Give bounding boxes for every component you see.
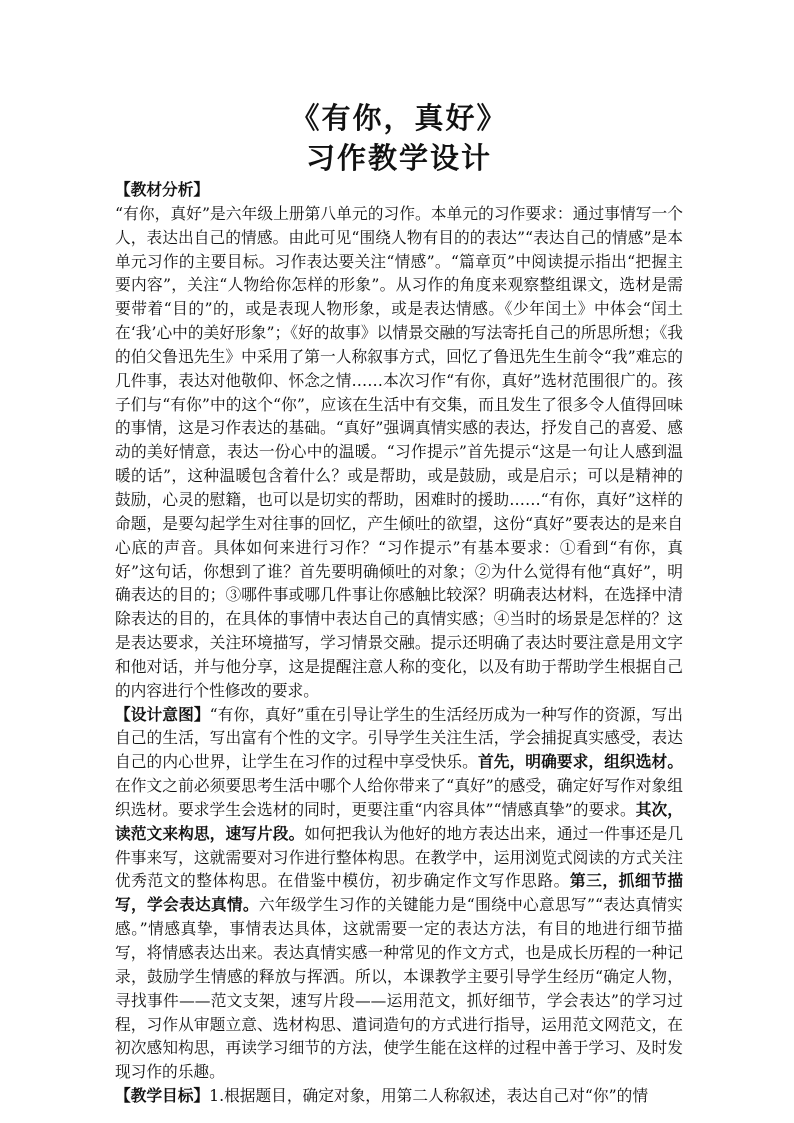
design-bold-2: 其次，读范文来构思，速写片段。 (115, 799, 683, 843)
design-bold-1: 首先，明确要求，组织选材。 (477, 752, 684, 772)
analysis-paragraph: “有你，真好”是六年级上册第八单元的习作。本单元的习作要求：通过事情写一个人，表达出自己的情感。由此可见“围绕人物有目的的表达”“表达自己的情感”是本单元习作的主要目标。习作表达要关注“情感”。“篇章页”中阅读提示指出“把握主要内容”，关注“人物给你怎样的形象”。从习作的角度来观察整组课文，选材是需要带着“目的”的，或是表现人物形象，或是表达情感。《少年闰土》中体会“闰土在‘我’心中的美好形象”；《好的故事》以情景交融的写法寄托自己的所思所想；《我的伯父鲁迅先生》中采用了第一人称叙事方式，回忆了鲁迅先生生前令“我”难忘的几件事，表达对他敬仰、怀念之情……本次习作“有你，真好”选材范围很广的。孩子们与“有你”中的这个“你”，应该在生活中有交集，而且发生了很多令人值得回味的事情，这是习作表达的基础。“真好”强调真情实感的表达，抒发自己的喜爱、感动的美好情意，表达一份心中的温暖。“习作提示”首先提示“这是一句让人感到温暖的话”，这种温暖包含着什么？或是帮助，或是鼓励，或是启示；可以是精神的鼓励，心灵的慰籍，也可以是切实的帮助，困难时的援助……“有你，真好”这样的命题，是要勾起学生对往事的回忆，产生倾吐的欲望，这份“真好”要表达的是来自心底的声音。具体如何来进行习作？“习作提示”有基本要求：①看到“有你，真好”这句话，你想到了谁？首先要明确倾吐的对象；②为什么觉得有他“真好”，明确表达的目的；③哪件事或哪几件事让你感触比较深？明确表达材料，在选择中清除表达的目的，在具体的事情中表达自己的真情实感；④当时的场景是怎样的？这是表达要求，关注环境描写，学习情景交融。提示还明确了表达时要注意是用文字和他对话，并与他分享，这是提醒注意人称的变化，以及有助于帮助学生根据自己的内容进行个性修改的要求。 (115, 203, 683, 700)
design-heading: 【设计意图】 (115, 704, 210, 724)
design-text-b: 在作文之前必须要思考生活中哪个人给你带来了“真好”的感受，确定好写作对象组织选材。要求学生会选材的同时，更要注重“内容具体”“情感真挚”的要求。 (115, 776, 683, 819)
document-page (115, 98, 683, 1108)
design-paragraph (115, 703, 683, 1085)
design-text-d: 六年级学生习作的关键能力是“围绕中心意思写”“表达真情实感。”情感真挚，事情表达具体，这就需要一定的表达方法，有目的地进行细节描写，将情感表达出来。表达真情实感一种常见的作文方式，也是成长历程的一种记录，鼓励学生情感的释放与挥洒。所以，本课教学主要引导学生经历“确定人物，寻找事件——范文支架，速写片段——运用范文，抓好细节，学会表达”的学习过程，习作从审题立意、选材构思、遣词造句的方式进行指导，运用范文网范文，在初次感知构思，再读学习细节的方法，使学生能在这样的过程中善于学习、及时发现习作的乐趣。 (115, 895, 683, 1082)
goals-paragraph (115, 1084, 683, 1108)
document-title: 《有你，真好》 (290, 101, 508, 135)
design-text-c: 如何把我认为他好的地方表达出来，通过一件事还是几件事来写，这就需要对习作进行整体构思。在教学中，运用浏览式阅读的方式关注优秀范文的整体构思。在借鉴中模仿，初步确定作文写作思路。 (115, 823, 684, 891)
goals-heading: 【教学目标】 (115, 1086, 210, 1106)
goals-text: 1.根据题目，确定对象，用第二人称叙述，表达自己对“你”的情 (209, 1086, 649, 1106)
design-bold-3: 第三，抓细节描写，学会表达真情。 (115, 871, 684, 915)
design-text-a: “有你，真好”重在引导让学生的生活经历成为一种写作的资源，写出自己的生活，写出富有个性的文字。引导学生关注生活，学会捕捉真实感受，表达自己的内心世界，让学生在习作的过程中享受快乐。 (115, 704, 683, 772)
document-subtitle: 习作教学设计 (305, 141, 492, 175)
analysis-heading: 【教材分析】 (115, 180, 210, 199)
